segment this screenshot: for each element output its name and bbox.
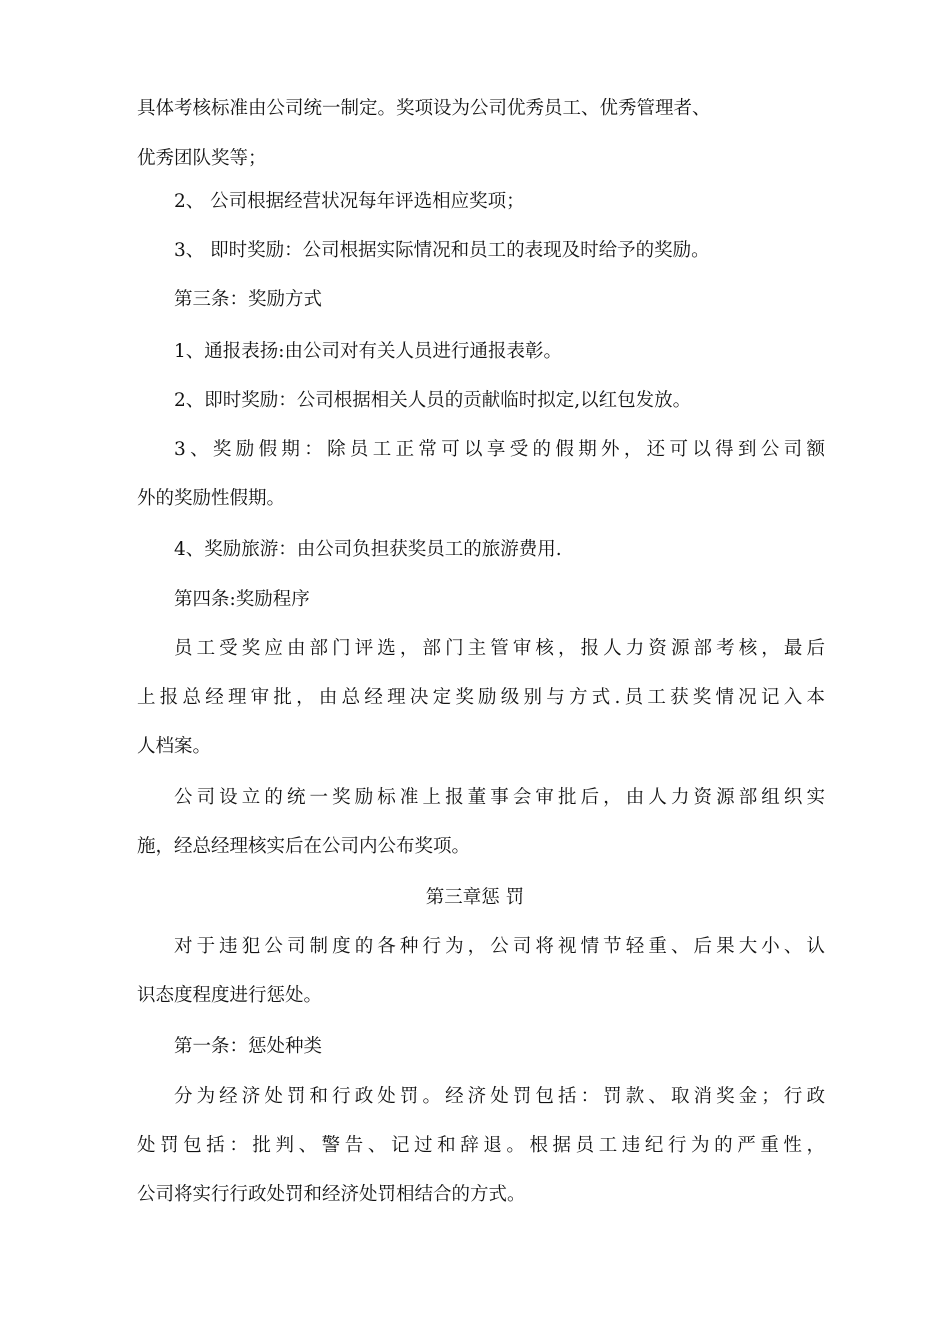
- chapter-title: 第三章惩 罚: [425, 887, 525, 908]
- list-item-4: 4、奖励旅游：由公司负担获奖员工的旅游费用.: [174, 539, 562, 560]
- list-item-3: 3、 即时奖励：公司根据实际情况和员工的表现及时给予的奖励。: [174, 240, 710, 261]
- paragraph-line: 上报总经理审批，由总经理决定奖励级别与方式.员工获奖情况记入本: [137, 687, 825, 708]
- section-heading: 第一条：惩处种类: [174, 1036, 323, 1057]
- list-item-1: 1、通报表扬:由公司对有关人员进行通报表彰。: [174, 341, 563, 362]
- list-item-2: 2、即时奖励：公司根据相关人员的贡献临时拟定,以红包发放。: [174, 390, 692, 411]
- text-line: 外的奖励性假期。: [137, 488, 286, 509]
- section-heading: 第三条：奖励方式: [174, 289, 323, 310]
- paragraph-line: 处罚包括：批判、警告、记过和辞退。根据员工违纪行为的严重性，: [137, 1135, 825, 1156]
- paragraph-line: 识态度程度进行惩处。: [137, 985, 323, 1006]
- paragraph-line: 分为经济处罚和行政处罚。经济处罚包括：罚款、取消奖金；行政: [174, 1086, 825, 1107]
- paragraph-line: 公司将实行行政处罚和经济处罚相结合的方式。: [137, 1184, 526, 1205]
- section-heading: 第四条:奖励程序: [174, 589, 310, 610]
- list-item-2: 2、 公司根据经营状况每年评选相应奖项；: [174, 191, 525, 212]
- paragraph-line: 施，经总经理核实后在公司内公布奖项。: [137, 836, 471, 857]
- paragraph-line: 人档案。: [137, 736, 212, 757]
- list-item-3: 3、奖励假期：除员工正常可以享受的假期外，还可以得到公司额: [174, 439, 825, 460]
- paragraph-line: 员工受奖应由部门评选，部门主管审核，报人力资源部考核，最后: [174, 638, 825, 659]
- paragraph-line: 对于违犯公司制度的各种行为，公司将视情节轻重、后果大小、认: [174, 936, 825, 957]
- text-line: 优秀团队奖等；: [137, 148, 267, 169]
- paragraph-line: 公司设立的统一奖励标准上报董事会审批后，由人力资源部组织实: [174, 787, 825, 808]
- text-line: 具体考核标准由公司统一制定。奖项设为公司优秀员工、优秀管理者、: [137, 98, 711, 119]
